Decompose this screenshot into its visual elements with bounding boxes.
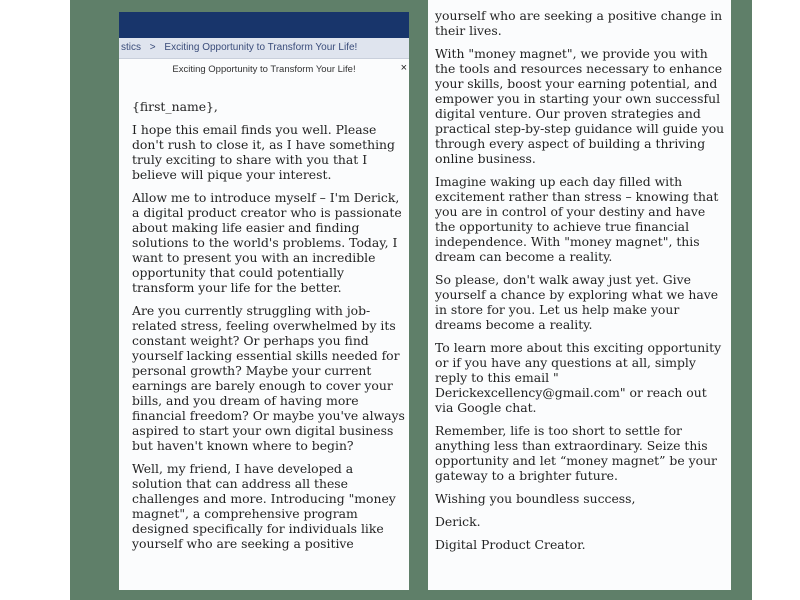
email-signature-name: Derick. — [435, 514, 481, 529]
email-subject-header — [119, 59, 409, 81]
email-screenshot-right — [428, 0, 731, 590]
email-paragraph: Imagine waking up each day filled with excitement rather than stress – knowing that you are in control of your destiny and have the opportunity to achieve true financial independence. With "money magnet", this dream can become a reality. — [435, 174, 719, 264]
email-paragraph: Remember, life is too short to settle for anything less than extraordinary. Seize this opportunity and let “money magnet” be your gateway to a brighter future. — [435, 423, 717, 483]
email-screenshot-left — [119, 12, 409, 590]
email-paragraph-contact: To learn more about this exciting opportunity or if you have any questions at all, simply reply to this email " Derickexcellency@gmail.com" or reach out via Google chat. — [435, 340, 722, 415]
email-signature-title: Digital Product Creator. — [435, 537, 586, 552]
close-icon[interactable]: × — [400, 62, 407, 74]
email-signoff: Wishing you boundless success, — [435, 491, 636, 506]
email-paragraph: Allow me to introduce myself – I'm Derick, a digital product creator who is passionate about making life easier and finding solutions to the world's problems. Today, I want to present you with an incredible opportunity that could potentially transform your life for the better. — [132, 190, 402, 295]
email-paragraph: I hope this email finds you well. Please don't rush to close it, as I have something truly exciting to share with you that I believe will pique your interest. — [132, 122, 395, 182]
email-paragraph-continuation: yourself who are seeking a positive change in their lives. — [435, 8, 723, 38]
email-body-part-2 — [428, 0, 731, 552]
breadcrumb — [119, 38, 409, 59]
email-body-part-1 — [119, 81, 409, 551]
breadcrumb-separator: > — [149, 42, 156, 53]
top-navigation-bar — [119, 12, 409, 38]
email-subject: Exciting Opportunity to Transform Your Life! — [172, 64, 356, 75]
breadcrumb-item-parent[interactable]: stics — [121, 42, 141, 53]
email-paragraph: So please, don't walk away just yet. Give yourself a chance by exploring what we have in store for you. Let us help make your dreams become a reality. — [435, 272, 719, 332]
email-paragraph: Well, my friend, I have developed a solution that can address all these challenges and more. Introducing "money magnet", a comprehensive program designed specifically for individuals like yourself who are seeking a positive — [132, 461, 396, 551]
email-paragraph: Are you currently struggling with job-related stress, feeling overwhelmed by its constant weight? Or perhaps you find yourself lacking essential skills needed for personal growth? Maybe your current earnings are barely enough to cover your bills, and you dream of having more financial freedom? Or maybe you've always aspired to start your own digital business but haven't known where to begin? — [132, 303, 405, 453]
email-paragraph: With "money magnet", we provide you with the tools and resources necessary to enhance your skills, boost your earning potential, and empower you in starting your own successful digital venture. Our proven strategies and practical step-by-step guidance will guide you through every aspect of building a thriving online business. — [435, 46, 725, 166]
email-greeting: {first_name}, — [132, 99, 218, 114]
breadcrumb-item-current: Exciting Opportunity to Transform Your Life! — [164, 42, 358, 53]
